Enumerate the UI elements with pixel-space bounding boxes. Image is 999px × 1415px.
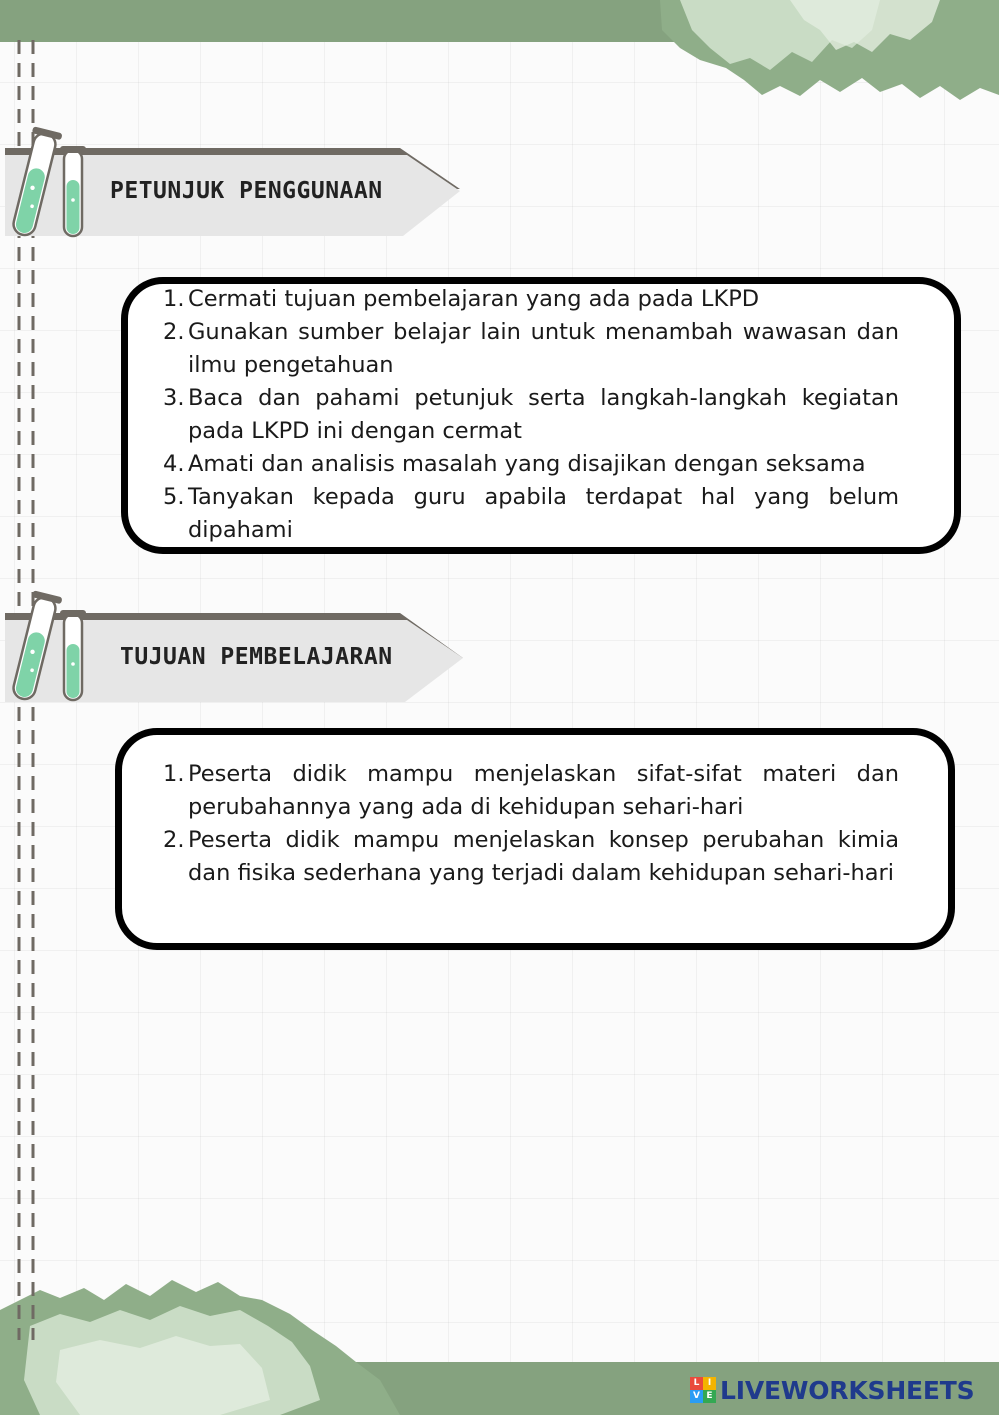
list-item xyxy=(163,382,899,448)
item-text: Tanyakan kepada guru apabila terdapat hal yang belum dipahami xyxy=(188,484,899,543)
list-item xyxy=(163,448,899,481)
item-text: Peserta didik mampu menjelaskan sifat-sifat materi dan perubahannya yang ada di kehidupan sehari-hari xyxy=(188,761,899,820)
section-title-tujuan: TUJUAN PEMBELAJARAN xyxy=(120,644,393,670)
liveworksheets-logo[interactable] xyxy=(690,1374,974,1406)
item-number: 2. xyxy=(163,827,185,853)
logo-letter: V xyxy=(690,1390,703,1403)
list-item xyxy=(163,758,899,824)
logo-letter: E xyxy=(703,1390,716,1403)
logo-letter: L xyxy=(690,1377,703,1390)
logo-text: LIVEWORKSHEETS xyxy=(720,1375,975,1405)
item-text: Peserta didik mampu menjelaskan konsep perubahan kimia dan fisika sederhana yang terjadi dalam kehidupan sehari-hari xyxy=(188,827,899,886)
list-item xyxy=(163,283,899,316)
item-text: Cermati tujuan pembelajaran yang ada pada LKPD xyxy=(188,286,760,312)
item-number: 1. xyxy=(163,761,185,787)
list-item xyxy=(163,824,899,890)
top-brush-decoration xyxy=(640,0,999,110)
section-title-petunjuk: PETUNJUK PENGGUNAAN xyxy=(110,178,383,204)
item-number: 5. xyxy=(163,484,185,510)
tujuan-list xyxy=(163,758,899,890)
item-number: 4. xyxy=(163,451,185,477)
item-text: Amati dan analisis masalah yang disajikan dengan seksama xyxy=(188,451,866,477)
item-number: 1. xyxy=(163,286,185,312)
petunjuk-list xyxy=(163,283,899,547)
item-text: Baca dan pahami petunjuk serta langkah-langkah kegiatan pada LKPD ini dengan cermat xyxy=(188,385,899,444)
list-item xyxy=(163,481,899,547)
item-number: 2. xyxy=(163,319,185,345)
test-tube-icon xyxy=(8,124,92,240)
logo-cube-icon xyxy=(690,1377,716,1403)
bottom-brush-decoration xyxy=(0,1270,400,1415)
item-text: Gunakan sumber belajar lain untuk menambah wawasan dan ilmu pengetahuan xyxy=(188,319,899,378)
logo-letter: I xyxy=(703,1377,716,1390)
list-item xyxy=(163,316,899,382)
item-number: 3. xyxy=(163,385,185,411)
test-tube-icon xyxy=(8,588,92,704)
